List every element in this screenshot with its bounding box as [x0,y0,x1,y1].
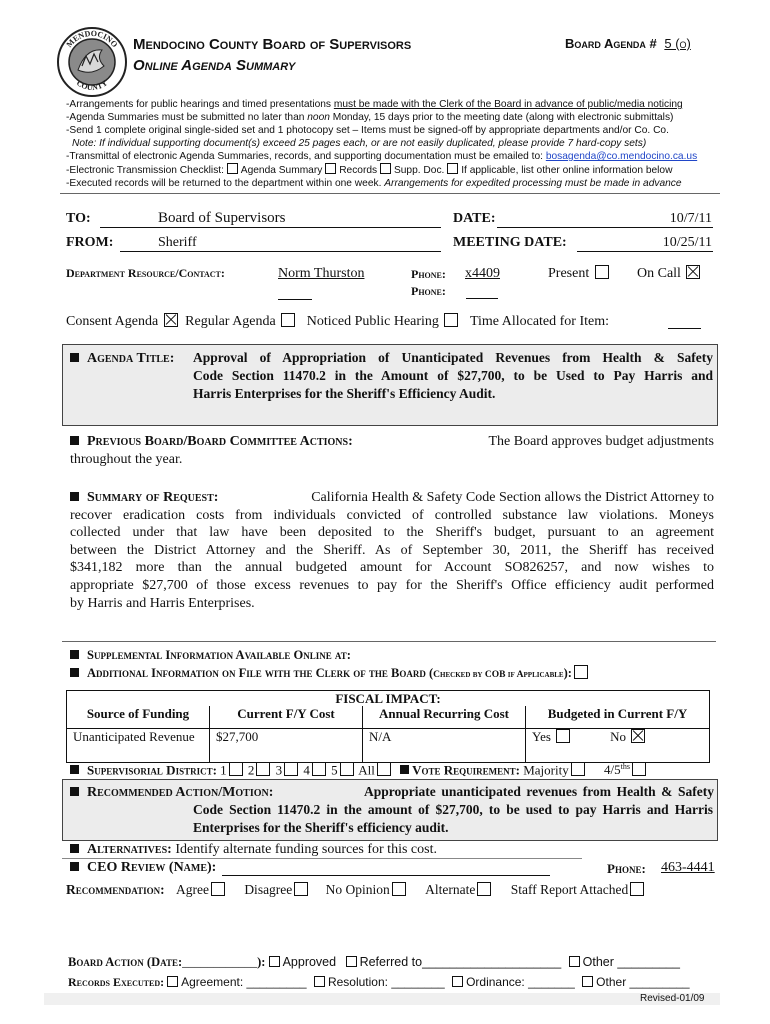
no-opinion-checkbox[interactable] [392,882,406,896]
agenda-number: 5 (o) [664,36,691,51]
ceo-review-label: CEO Review (Name): [70,860,216,876]
oncall-checkbox[interactable] [686,265,700,279]
approved-checkbox[interactable] [269,956,280,967]
funding-source: Unanticipated Revenue [67,728,210,762]
current-cost: $27,700 [210,728,363,762]
agenda-title-label: Agenda Title: [70,351,174,367]
budgeted-no-checkbox[interactable] [631,729,645,743]
agenda-title-line2: Code Section 11470.2 in the Amount of $27,700, to be Used to Pay Harris and [193,368,713,383]
email-link[interactable]: bosagenda@co.mendocino.ca.us [545,151,698,162]
agenda-title-line1: Approval of Appropriation of Unanticipated Revenues from Health & Safety [193,350,713,365]
phone-value: x4409 [465,266,500,281]
from-label: FROM: [66,235,114,250]
recommendation-row: Recommendation: Agree Disagree No Opinion Alternate Staff Report Attached [66,882,646,898]
fiscal-impact-table: FISCAL IMPACT: Source of Funding Current F/Y Cost Annual Recurring Cost Budgeted in Current F/Y Unanticipated Revenue $27,700 N/A Yes No [66,690,710,763]
meeting-date-label: MEETING DATE: [453,235,567,250]
checklist-other-checkbox[interactable] [447,163,458,174]
cob-checkbox[interactable] [574,665,588,679]
budgeted-yes-checkbox[interactable] [556,729,570,743]
oncall-option[interactable]: On Call [637,265,702,282]
page-subtitle: Online Agenda Summary [133,57,296,74]
seal-bottom-text: COUNTY [74,78,110,93]
date-label: DATE: [453,211,496,226]
district-3-checkbox[interactable] [284,762,298,776]
noticed-checkbox[interactable] [444,313,458,327]
district-all-checkbox[interactable] [377,762,391,776]
records-executed-row: Records Executed: Agreement: _________ Resolution: ________ Ordinance: _______ Other _________ [68,975,690,989]
district-row: Supervisorial District: 1 2 3 4 5 All Vote Requirement: Majority $4/5^{ths}$ [70,762,648,778]
from-value: Sheriff [158,235,197,250]
recommended-line2: Code Section 11470.2 in the amount of $27,700, to be used to pay Harris and Harris [193,802,713,817]
district-4-checkbox[interactable] [312,762,326,776]
recommended-line1: Appropriate unanticipated revenues from Health & Safety [364,784,714,799]
other2-checkbox[interactable] [582,976,593,987]
ceo-phone-value: 463-4441 [661,860,715,875]
agenda-title-line3: Harris Enterprises for the Sheriff's Efficiency Audit. [193,386,496,401]
staff-report-checkbox[interactable] [630,882,644,896]
four-fifths-checkbox[interactable] [632,762,646,776]
meeting-date-value: 10/25/11 [662,235,712,250]
instructions: -Arrangements for public hearings and timed presentations must be made with the Clerk of the Board in advance of public/media noticing -Agenda Summaries must be submitted no later than noon Monday, 15 days prior to the meeting date (along with electronic submittals) -Send 1 complete original single-sided set and 1 photocopy set – Items must be signed-off by appropriate departments and/or Co. Co. Note: If individual supporting document(s) exceed 25 pages each, or are not easily duplicated, please provide 7 hard-copy sets) -Transmittal of electronic Agenda Summaries, records, and supporting documentation must be emailed to: bosagenda@co.mendocino.ca.us -Electronic Transmission Checklist: Agenda Summary Records Supp. Doc. If applicable, list other online information below -Executed records will be returned to the department within one week. Arrangements for expedited processing must be made in advance [66,99,698,189]
regular-checkbox[interactable] [281,313,295,327]
alternatives-line: Alternatives: Identify alternate funding sources for this cost. [70,842,437,858]
other-checkbox[interactable] [569,956,580,967]
phone-label: Phone: [411,267,446,281]
district-2-checkbox[interactable] [256,762,270,776]
agenda-type-row: Consent Agenda Regular Agenda Noticed Public Hearing Time Allocated for Item: [66,314,610,329]
page-title: Mendocino County Board of Supervisors [133,36,412,53]
checklist-supp-checkbox[interactable] [380,163,391,174]
county-seal [56,26,128,98]
agree-checkbox[interactable] [211,882,225,896]
ordinance-checkbox[interactable] [452,976,463,987]
to-value: Board of Supervisors [158,210,286,226]
seal-top-text: MENDOCINO [64,28,120,50]
recommended-label: Recommended Action/Motion: [70,785,273,801]
recommended-line3: Enterprises for the Sheriff's efficiency audit. [193,820,449,835]
contact-value: Norm Thurston [278,266,365,281]
resolution-checkbox[interactable] [314,976,325,987]
present-option[interactable]: Present [548,265,611,282]
checklist-agenda-checkbox[interactable] [227,163,238,174]
alternate-checkbox[interactable] [477,882,491,896]
summary-of-request: Summary of Request: California Health & Safety Code Section allows the District Attorney to recover eradication costs from individuals convicted of controlled substance law violations. Moneys collected under that law have been deposited to the Sheriff's budget, pursuant to an agreement between the District Attorney and the Sheriff. As of September 30, 2011, the Sheriff has received $341,182 more than the annual budgeted amount for Account SO826257, and now wishes to appropriate $27,700 of those excess revenues to pay for the Sheriff's Office efficiency audit performed by Harris and Harris Enterprises. [70,490,714,611]
supplemental-line: Supplemental Information Available Online at: [70,648,351,663]
ceo-phone-label: Phone: [607,861,646,876]
checklist-records-checkbox[interactable] [325,163,336,174]
date-value: 10/7/11 [669,211,712,226]
consent-checkbox[interactable] [164,313,178,327]
revised-label: Revised-01/09 [640,993,705,1004]
majority-checkbox[interactable] [571,762,585,776]
additional-info-line: Additional Information on File with the Clerk of the Board (Checked by COB if Applicable): [70,665,590,681]
previous-actions: Previous Board/Board Committee Actions: The Board approves budget adjustments throughout the year. [70,434,714,467]
to-label: TO: [66,211,91,226]
dept-contact-label: Department Resource/Contact: [66,266,225,280]
district-1-checkbox[interactable] [229,762,243,776]
board-action-row: Board Action (Date:____________): Approved Referred to____________________ Other _________ [68,955,680,969]
annual-cost: N/A [363,728,526,762]
agreement-checkbox[interactable] [167,976,178,987]
district-5-checkbox[interactable] [340,762,354,776]
present-checkbox[interactable] [595,265,609,279]
disagree-checkbox[interactable] [294,882,308,896]
referred-checkbox[interactable] [346,956,357,967]
footer-band [44,993,720,1005]
agenda-number-label: Board Agenda # 5 (o) [565,36,695,51]
phone2-label: Phone: [411,284,446,298]
